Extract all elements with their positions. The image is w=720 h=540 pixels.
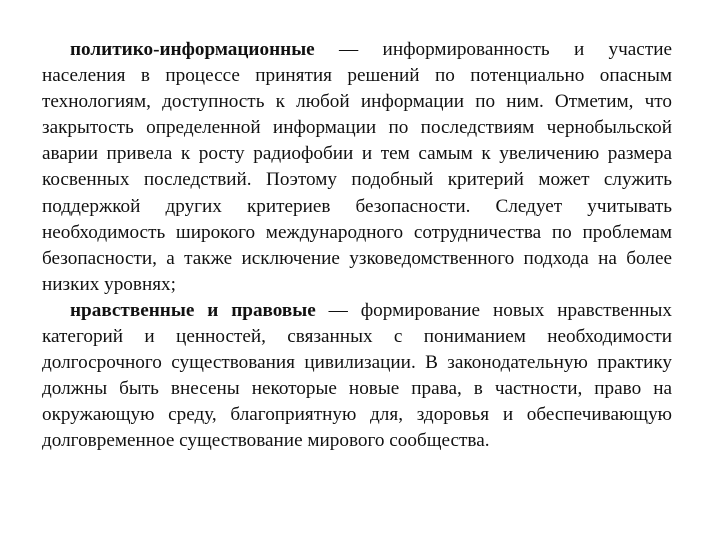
paragraph-text: — формирование новых нравственных категорий и ценностей, связанных с пониманием необходимости долгосрочного существования цивилизации. В законодательную практику должны быть внесены некоторые новые права, в частности, право на окружающую среду, благоприятную для, здоровья и обеспечивающую долговременное существование мирового сообщества. <box>42 299 672 452</box>
document-page <box>42 37 672 455</box>
paragraph-moral-legal <box>42 298 672 455</box>
term-political-informational: политико-информационные <box>70 39 315 60</box>
paragraph-political-informational <box>42 37 672 298</box>
paragraph-text: — информированность и участие населения в процессе принятия решений по потенциально опасным технологиям, доступность к любой информации по ним. Отметим, что закрытость определенной информации по последствиям чернобыльской аварии привела к росту радиофобии и тем самым к увеличению размера косвенных последствий. Поэтому подобный критерий может служить поддержкой других критериев безопасности. Следует учитывать необходимость широкого международного сотрудничества по проблемам безопасности, а также исключение узковедомственного подхода на более низких уровнях; <box>42 39 672 295</box>
term-moral-legal: нравственные и правовые <box>70 299 316 321</box>
